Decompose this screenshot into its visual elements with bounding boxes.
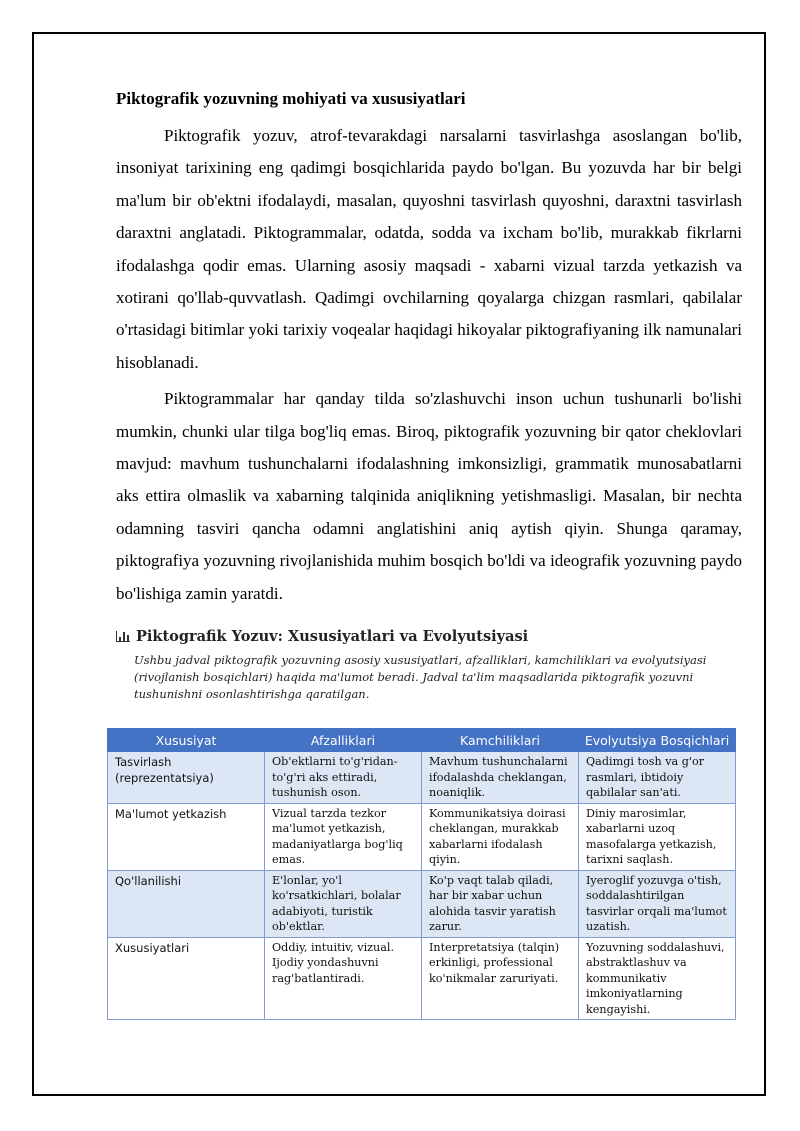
row-feature-cell: Xususiyatlari (108, 937, 265, 1020)
table-cell: Iyeroglif yozuvga o'tish, soddalashtirilgan tasvirlar orqali ma'lumot uzatish. (579, 870, 736, 937)
table-cell: E'lonlar, yo'l ko'rsatkichlari, bolalar adabiyoti, turistik ob'ektlar. (265, 870, 422, 937)
table-cell: Ko'p vaqt talab qiladi, har bir xabar uchun alohida tasvir yaratish zarur. (422, 870, 579, 937)
table-header-row (108, 729, 736, 752)
section-heading: Piktografik yozuvning mohiyati va xususiyatlari (116, 89, 466, 108)
row-feature-cell: Qo'llanilishi (108, 870, 265, 937)
table-caption: Ushbu jadval piktografik yozuvning asosiy xususiyatlari, afzalliklari, kamchiliklari va evolyutsiyasi (rivojlanish bosqichlari) haqida ma'lumot beradi. Jadval ta'lim maqsadlarida piktografik yozuvni tushunishni osonlashtirishga qaratilgan. (134, 653, 707, 702)
table-cell: Vizual tarzda tezkor ma'lumot yetkazish, madaniyatlarga bog'liq emas. (265, 803, 422, 870)
document-body (116, 86, 742, 703)
features-table (107, 728, 736, 1020)
column-header: Evolyutsiya Bosqichlari (579, 729, 736, 752)
table-cell: Mavhum tushunchalarni ifodalashda cheklangan, noaniqlik. (422, 752, 579, 804)
table-cell: Diniy marosimlar, xabarlarni uzoq masofalarga yetkazish, tarixni saqlash. (579, 803, 736, 870)
row-feature-cell: Tasvirlash (reprezentatsiya) (108, 752, 265, 804)
table-row (108, 870, 736, 937)
row-feature-cell: Ma'lumot yetkazish (108, 803, 265, 870)
table-row (108, 937, 736, 1020)
column-header: Kamchiliklari (422, 729, 579, 752)
column-header: Xususiyat (108, 729, 265, 752)
table-row (108, 803, 736, 870)
table-cell: Qadimgi tosh va g'or rasmlari, ibtidoiy qabilalar san'ati. (579, 752, 736, 804)
column-header: Afzalliklari (265, 729, 422, 752)
table-title-text: Piktografik Yozuv: Xususiyatlari va Evolyutsiyasi (136, 628, 529, 646)
features-table-container (107, 728, 735, 1020)
table-cell: Yozuvning soddalashuvi, abstraktlashuv va kommunikativ imkoniyatlarning kengayishi. (579, 937, 736, 1020)
table-cell: Ob'ektlarni to'g'ridan-to'g'ri aks ettiradi, tushunish oson. (265, 752, 422, 804)
paragraph-1: Piktografik yozuv, atrof-tevarakdagi narsalarni tasvirlashga asoslangan bo'lib, insoniyat tarixining eng qadimgi bosqichlarida paydo bo'lgan. Bu yozuvda har bir belgi ma'lum bir ob'ektni ifodalaydi, masalan, quyoshni tasvirlash quyoshni, daraxtni tasvirlash daraxtni anglatadi. Piktogrammalar, odatda, sodda va ixcham bo'lib, murakkab fikrlarni ifodalashga qodir emas. Ularning asosiy maqsadi - xabarni vizual tarzda yetkazish va xotirani qo'llab-quvvatlash. Qadimgi ovchilarning qoyalarga chizgan rasmlari, qabilalar o'rtasidagi bitimlar yoki tarixiy voqealar haqidagi hikoyalar piktografiyaning ilk namunalari hisoblanadi. (116, 126, 742, 372)
table-row (108, 752, 736, 804)
table-cell: Interpretatsiya (talqin) erkinligi, professional ko'nikmalar zaruriyati. (422, 937, 579, 1020)
table-cell: Oddiy, intuitiv, vizual. Ijodiy yondashuvni rag'batlantiradi. (265, 937, 422, 1020)
paragraph-2: Piktogrammalar har qanday tilda so'zlashuvchi inson uchun tushunarli bo'lishi mumkin, chunki ular tilga bog'liq emas. Biroq, piktografik yozuvning bir qator cheklovlari mavjud: mavhum tushunchalarni ifodalashning imkonsizligi, grammatik munosabatlarni aks ettira olmaslik va xabarning talqinida aniqlikning yetishmasligi. Masalan, bir nechta odamning tasviri qancha odamni anglatishini aniq aytish qiyin. Shunga qaramay, piktografiya yozuvning rivojlanishida muhim bosqich bo'ldi va ideografik yozuvning paydo bo'lishiga zamin yaratdi. (116, 389, 742, 603)
bar-chart-icon (116, 631, 130, 642)
table-cell: Kommunikatsiya doirasi cheklangan, murakkab xabarlarni ifodalash qiyin. (422, 803, 579, 870)
table-title (116, 628, 742, 645)
